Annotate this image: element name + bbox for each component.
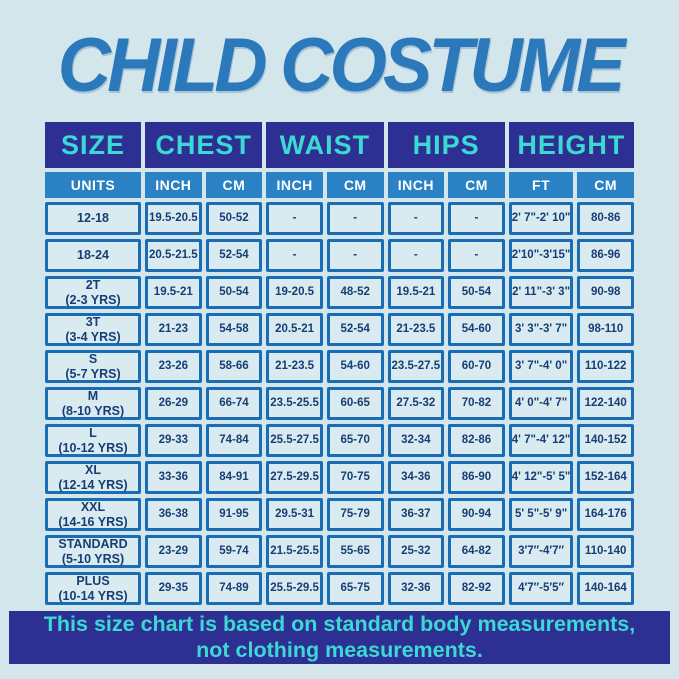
data-cell: -: [448, 239, 505, 272]
data-cell: 2' 7"-2' 10": [509, 202, 574, 235]
column-header-size: SIZE: [45, 122, 141, 168]
data-cell: -: [388, 239, 445, 272]
size-cell: XXL (14-16 YRS): [45, 498, 141, 531]
data-cell: -: [388, 202, 445, 235]
page-title: CHILD COSTUME: [57, 22, 622, 108]
data-cell: -: [327, 202, 384, 235]
units-header: UNITS: [45, 172, 141, 198]
data-cell: 23.5-25.5: [266, 387, 323, 420]
units-height-cm: CM: [577, 172, 634, 198]
data-cell: 4' 7"-4' 12": [509, 424, 574, 457]
data-cell: 21-23: [145, 313, 202, 346]
data-cell: 110-140: [577, 535, 634, 568]
data-cell: -: [327, 239, 384, 272]
data-cell: 91-95: [206, 498, 263, 531]
data-cell: 90-94: [448, 498, 505, 531]
data-cell: 60-70: [448, 350, 505, 383]
data-cell: 19.5-21: [145, 276, 202, 309]
data-cell: 4′7″-5′5″: [509, 572, 574, 605]
data-cell: 23.5-27.5: [388, 350, 445, 383]
data-cell: 26-29: [145, 387, 202, 420]
data-cell: 33-36: [145, 461, 202, 494]
data-cell: 32-36: [388, 572, 445, 605]
size-cell: 2T (2-3 YRS): [45, 276, 141, 309]
data-cell: 32-34: [388, 424, 445, 457]
data-cell: 52-54: [206, 239, 263, 272]
data-cell: 20.5-21: [266, 313, 323, 346]
units-chest-cm: CM: [206, 172, 263, 198]
column-header-height: HEIGHT: [509, 122, 634, 168]
column-header-waist: WAIST: [266, 122, 383, 168]
data-cell: -: [448, 202, 505, 235]
data-cell: 34-36: [388, 461, 445, 494]
units-chest-inch: INCH: [145, 172, 202, 198]
data-cell: 19.5-20.5: [145, 202, 202, 235]
data-cell: 52-54: [327, 313, 384, 346]
column-header-chest: CHEST: [145, 122, 262, 168]
data-cell: 82-86: [448, 424, 505, 457]
data-cell: 74-89: [206, 572, 263, 605]
footer-note: [9, 611, 670, 664]
units-hips-cm: CM: [448, 172, 505, 198]
data-cell: 25.5-29.5: [266, 572, 323, 605]
data-cell: 58-66: [206, 350, 263, 383]
data-cell: 19.5-21: [388, 276, 445, 309]
data-cell: 4' 0"-4' 7": [509, 387, 574, 420]
size-cell: 12-18: [45, 202, 141, 235]
size-cell: 18-24: [45, 239, 141, 272]
data-cell: 2' 11"-3' 3": [509, 276, 574, 309]
data-cell: 59-74: [206, 535, 263, 568]
data-cell: 54-58: [206, 313, 263, 346]
size-cell: STANDARD (5-10 YRS): [45, 535, 141, 568]
data-cell: 29.5-31: [266, 498, 323, 531]
data-cell: 70-75: [327, 461, 384, 494]
data-cell: 90-98: [577, 276, 634, 309]
size-cell: L (10-12 YRS): [45, 424, 141, 457]
data-cell: 55-65: [327, 535, 384, 568]
data-cell: 74-84: [206, 424, 263, 457]
data-cell: 29-35: [145, 572, 202, 605]
data-cell: 50-54: [206, 276, 263, 309]
data-cell: 140-152: [577, 424, 634, 457]
data-cell: 164-176: [577, 498, 634, 531]
size-cell: PLUS (10-14 YRS): [45, 572, 141, 605]
data-cell: 4' 12"-5' 5": [509, 461, 574, 494]
data-cell: 60-65: [327, 387, 384, 420]
column-header-hips: HIPS: [388, 122, 505, 168]
data-cell: 21-23.5: [266, 350, 323, 383]
units-height-ft: FT: [509, 172, 574, 198]
data-cell: 75-79: [327, 498, 384, 531]
data-cell: 122-140: [577, 387, 634, 420]
data-cell: 86-96: [577, 239, 634, 272]
data-cell: 36-38: [145, 498, 202, 531]
data-cell: 140-164: [577, 572, 634, 605]
data-cell: 21.5-25.5: [266, 535, 323, 568]
data-cell: 65-75: [327, 572, 384, 605]
data-cell: -: [266, 239, 323, 272]
data-cell: 80-86: [577, 202, 634, 235]
data-cell: 23-26: [145, 350, 202, 383]
data-cell: 27.5-32: [388, 387, 445, 420]
units-waist-cm: CM: [327, 172, 384, 198]
footer-note-line1: This size chart is based on standard body measurements,: [43, 612, 636, 637]
data-cell: 54-60: [327, 350, 384, 383]
data-cell: 3' 7"-4' 0": [509, 350, 574, 383]
data-cell: 65-70: [327, 424, 384, 457]
data-cell: 23-29: [145, 535, 202, 568]
data-cell: 19-20.5: [266, 276, 323, 309]
data-cell: 70-82: [448, 387, 505, 420]
size-table: [45, 122, 634, 605]
data-cell: -: [266, 202, 323, 235]
data-cell: 48-52: [327, 276, 384, 309]
data-cell: 86-90: [448, 461, 505, 494]
data-cell: 50-54: [448, 276, 505, 309]
data-cell: 82-92: [448, 572, 505, 605]
units-hips-inch: INCH: [388, 172, 445, 198]
data-cell: 54-60: [448, 313, 505, 346]
footer-note-line2: not clothing measurements.: [196, 637, 483, 662]
size-cell: S (5-7 YRS): [45, 350, 141, 383]
units-waist-inch: INCH: [266, 172, 323, 198]
data-cell: 3′7″-4′7″: [509, 535, 574, 568]
data-cell: 50-52: [206, 202, 263, 235]
data-cell: 2'10"-3'15": [509, 239, 574, 272]
data-cell: 25-32: [388, 535, 445, 568]
data-cell: 29-33: [145, 424, 202, 457]
size-table-wrap: [45, 122, 634, 605]
data-cell: 21-23.5: [388, 313, 445, 346]
size-cell: M (8-10 YRS): [45, 387, 141, 420]
data-cell: 27.5-29.5: [266, 461, 323, 494]
data-cell: 152-164: [577, 461, 634, 494]
data-cell: 66-74: [206, 387, 263, 420]
data-cell: 84-91: [206, 461, 263, 494]
data-cell: 20.5-21.5: [145, 239, 202, 272]
data-cell: 25.5-27.5: [266, 424, 323, 457]
data-cell: 5' 5"-5' 9": [509, 498, 574, 531]
data-cell: 36-37: [388, 498, 445, 531]
data-cell: 3' 3"-3' 7": [509, 313, 574, 346]
size-cell: 3T (3-4 YRS): [45, 313, 141, 346]
data-cell: 98-110: [577, 313, 634, 346]
size-cell: XL (12-14 YRS): [45, 461, 141, 494]
data-cell: 64-82: [448, 535, 505, 568]
data-cell: 110-122: [577, 350, 634, 383]
